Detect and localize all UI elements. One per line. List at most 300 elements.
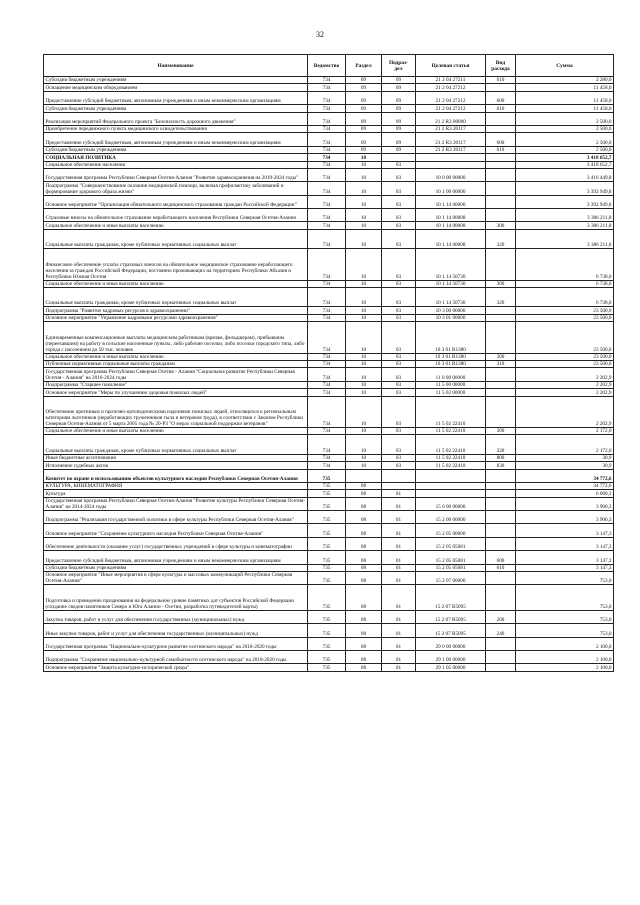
cell-article: 21 2 R3 20117	[416, 125, 486, 132]
cell-section: 08	[346, 610, 382, 623]
cell-exp-type	[486, 154, 516, 161]
cell-subsection: 03	[382, 288, 416, 307]
cell-dept: 735	[308, 524, 346, 537]
table-row	[44, 360, 614, 367]
cell-name: Основное мероприятие "Иные мероприятия в сфере культуры и массовых коммуникаций Республики Северная Осетия-Алания"	[44, 572, 308, 585]
cell-subsection	[382, 469, 416, 482]
cell-subsection: 03	[382, 381, 416, 388]
cell-sum: 6 738,0	[516, 280, 614, 287]
cell-dept: 734	[308, 105, 346, 112]
cell-subsection: 01	[382, 564, 416, 571]
cell-subsection: 03	[382, 280, 416, 287]
cell-sum: 2 202,9	[516, 396, 614, 427]
cell-sum: 3 386 211,8	[516, 229, 614, 248]
cell-sum: 2 202,9	[516, 368, 614, 381]
cell-section: 10	[346, 435, 382, 454]
header-exp-type: Вид расхода	[486, 55, 516, 77]
cell-article: 10 3 01 R1380	[416, 360, 486, 367]
cell-sum: 3 392 949,8	[516, 195, 614, 208]
cell-article: 29 0 00 00000	[416, 637, 486, 650]
cell-sum: 6 738,0	[516, 249, 614, 280]
cell-subsection: 01	[382, 637, 416, 650]
cell-dept: 735	[308, 537, 346, 550]
cell-subsection: 01	[382, 585, 416, 610]
cell-section: 08	[346, 572, 382, 585]
cell-section: 09	[346, 91, 382, 104]
cell-article: 11 5 02 00000	[416, 389, 486, 396]
cell-exp-type	[486, 368, 516, 381]
cell-article: 21 2 R3 00000	[416, 112, 486, 125]
cell-subsection: 01	[382, 490, 416, 497]
table-row	[44, 497, 614, 510]
cell-dept: 734	[308, 91, 346, 104]
cell-section: 10	[346, 249, 382, 280]
cell-name: Основное мероприятие "Защита культурно-исторической среды"	[44, 664, 308, 671]
cell-dept: 734	[308, 77, 346, 84]
cell-dept: 735	[308, 564, 346, 571]
budget-table	[43, 54, 614, 672]
table-row	[44, 381, 614, 388]
table-row	[44, 435, 614, 454]
cell-dept: 734	[308, 435, 346, 454]
cell-exp-type: 600	[486, 551, 516, 564]
cell-exp-type	[486, 469, 516, 482]
cell-section: 08	[346, 497, 382, 510]
cell-name: Социальные выплаты гражданам, кроме публичных нормативных социальных выплат	[44, 435, 308, 454]
cell-sum: 2 500,0	[516, 133, 614, 146]
cell-name: Подпрограмма "Совершенствование оказания медицинской помощи, включая профилактику заболеваний и формирование здорового образа жизни"	[44, 182, 308, 195]
cell-section: 08	[346, 624, 382, 637]
cell-section: 09	[346, 146, 382, 153]
cell-subsection: 03	[382, 462, 416, 469]
cell-exp-type	[486, 650, 516, 663]
cell-sum: 2 100,0	[516, 650, 614, 663]
cell-exp-type	[486, 307, 516, 314]
cell-exp-type: 830	[486, 462, 516, 469]
table-row	[44, 168, 614, 181]
cell-article: 10 1 14 00008	[416, 209, 486, 222]
cell-name: Социальное обеспечение и иные выплаты населению	[44, 353, 308, 360]
cell-name: Социальное обеспечение населения	[44, 161, 308, 168]
cell-subsection: 03	[382, 307, 416, 314]
cell-article: 21 2 04 27212	[416, 91, 486, 104]
cell-exp-type	[486, 161, 516, 168]
cell-dept: 735	[308, 664, 346, 671]
cell-sum: 11 458,0	[516, 105, 614, 112]
cell-article: 11 5 02 22410	[416, 454, 486, 461]
cell-section: 10	[346, 454, 382, 461]
cell-subsection: 03	[382, 322, 416, 353]
cell-section	[346, 469, 382, 482]
cell-section: 10	[346, 381, 382, 388]
cell-exp-type	[486, 585, 516, 610]
cell-sum: 6 738,0	[516, 288, 614, 307]
cell-name: Основное мероприятие "Управление кадровыми ресурсами здравоохранения"	[44, 314, 308, 321]
table-row	[44, 146, 614, 153]
cell-sum: 23 500,0	[516, 322, 614, 353]
cell-sum: 30,9	[516, 462, 614, 469]
table-row	[44, 650, 614, 663]
table-row	[44, 482, 614, 489]
cell-section: 08	[346, 637, 382, 650]
cell-exp-type: 300	[486, 353, 516, 360]
cell-name: СОЦИАЛЬНАЯ ПОЛИТИКА	[44, 154, 308, 161]
cell-dept: 734	[308, 146, 346, 153]
table-row	[44, 133, 614, 146]
table-row	[44, 161, 614, 168]
cell-section: 10	[346, 222, 382, 229]
cell-name: Социальное обеспечение и иные выплаты населению	[44, 427, 308, 434]
cell-article: 10 1 14 50730	[416, 288, 486, 307]
table-row	[44, 77, 614, 84]
cell-article: 29 1 00 00000	[416, 650, 486, 663]
cell-dept: 734	[308, 229, 346, 248]
cell-exp-type	[486, 511, 516, 524]
cell-article: 15 2 05 05081	[416, 564, 486, 571]
header-article: Целевая статья	[416, 55, 486, 77]
cell-article: 15 2 00 00000	[416, 511, 486, 524]
cell-name: Субсидии бюджетным учреждениям	[44, 146, 308, 153]
cell-name: Подпрограмма "Старшее поколение"	[44, 381, 308, 388]
header-dept: Ведомство	[308, 55, 346, 77]
table-row	[44, 229, 614, 248]
cell-exp-type	[486, 322, 516, 353]
cell-dept: 735	[308, 637, 346, 650]
cell-dept: 734	[308, 133, 346, 146]
cell-exp-type	[486, 182, 516, 195]
cell-dept: 735	[308, 482, 346, 489]
cell-dept: 734	[308, 112, 346, 125]
cell-name: Социальное обеспечение и иные выплаты населению	[44, 280, 308, 287]
cell-sum: 3 386 211,8	[516, 222, 614, 229]
cell-exp-type: 600	[486, 133, 516, 146]
cell-subsection: 09	[382, 77, 416, 84]
cell-exp-type: 610	[486, 146, 516, 153]
cell-article: 10 1 14 00008	[416, 222, 486, 229]
cell-name: Публичные нормативные социальные выплаты гражданам	[44, 360, 308, 367]
cell-exp-type	[486, 637, 516, 650]
table-row	[44, 249, 614, 280]
cell-dept: 735	[308, 551, 346, 564]
cell-article: 11 5 02 22410	[416, 435, 486, 454]
cell-section: 08	[346, 650, 382, 663]
cell-exp-type: 300	[486, 280, 516, 287]
cell-exp-type: 300	[486, 222, 516, 229]
table-row	[44, 469, 614, 482]
cell-article	[416, 490, 486, 497]
cell-name: Подпрограмма "Сохранение национально-культурной самобытности осетинского народа" на 2018-2020 годы	[44, 650, 308, 663]
cell-exp-type	[486, 209, 516, 222]
table-row	[44, 288, 614, 307]
cell-name: Обеспечение протезным и протезно-ортопедическими изделиями пожилых людей, относящихся к региональным категориям льготников (неработающих труженников тыла и ветеранов труда), в соответствии с Законом Республики Северная Осетия-Алания от 5 марта 2005 года № 20-РЗ "О мерах социальной поддержки ветеранов"	[44, 396, 308, 427]
table-row	[44, 462, 614, 469]
cell-name: Обеспечение деятельности (оказание услуг) государственных учреждений в сфере культуры и кинематографии	[44, 537, 308, 550]
cell-article: 10 1 14 00008	[416, 229, 486, 248]
cell-section: 10	[346, 353, 382, 360]
table-row	[44, 322, 614, 353]
cell-dept: 734	[308, 396, 346, 427]
cell-section: 10	[346, 462, 382, 469]
cell-subsection: 09	[382, 125, 416, 132]
cell-section: 08	[346, 511, 382, 524]
cell-name: Приобретение передвижного пункта медицинского освидетельствования	[44, 125, 308, 132]
cell-subsection: 09	[382, 105, 416, 112]
cell-name: Закупка товаров, работ и услуг для обеспечения государственных (муниципальных) нужд	[44, 610, 308, 623]
cell-sum: 3 147,3	[516, 524, 614, 537]
table-row	[44, 564, 614, 571]
cell-subsection: 03	[382, 368, 416, 381]
table-row	[44, 396, 614, 427]
cell-subsection: 03	[382, 353, 416, 360]
cell-dept: 734	[308, 307, 346, 314]
cell-article: 21 2 R3 20117	[416, 146, 486, 153]
cell-article: 11 5 02 22410	[416, 462, 486, 469]
cell-name: Государственная программа Республики Северная Осетия - Алания "Социальное развитие Республики Северная Осетия - Алания" на 2016-2024 годы	[44, 368, 308, 381]
cell-subsection: 09	[382, 112, 416, 125]
cell-exp-type	[486, 497, 516, 510]
cell-article: 10 3 00 00000	[416, 307, 486, 314]
cell-section: 10	[346, 168, 382, 181]
cell-section: 09	[346, 125, 382, 132]
table-row	[44, 624, 614, 637]
cell-subsection: 03	[382, 454, 416, 461]
cell-article: 11 5 02 22410	[416, 396, 486, 427]
cell-sum: 23 500,0	[516, 353, 614, 360]
cell-name: Государственная программа Республики Северная Осетия-Алания "Развитие культуры Республики Северная Осетия-Алания" на 2014-2024 годы	[44, 497, 308, 510]
cell-section: 10	[346, 154, 382, 161]
cell-exp-type	[486, 125, 516, 132]
cell-name: Субсидии бюджетным учреждениям	[44, 77, 308, 84]
cell-article: 10 1 00 00000	[416, 182, 486, 195]
cell-sum: 2 280,0	[516, 77, 614, 84]
cell-name: Государственная программа "Национально-культурное развитие осетинского народа" на 2018-2020 годы	[44, 637, 308, 650]
cell-sum: 753,0	[516, 624, 614, 637]
cell-sum: 30,9	[516, 454, 614, 461]
cell-section: 10	[346, 229, 382, 248]
cell-dept: 734	[308, 182, 346, 195]
cell-sum: 34 772,6	[516, 482, 614, 489]
table-row	[44, 368, 614, 381]
cell-exp-type	[486, 572, 516, 585]
cell-section: 10	[346, 161, 382, 168]
cell-exp-type: 240	[486, 624, 516, 637]
table-row	[44, 537, 614, 550]
cell-name: Реализация мероприятий Федерального проекта "Безопасность дорожного движения"	[44, 112, 308, 125]
cell-sum: 23 500,0	[516, 307, 614, 314]
cell-article: 11 5 00 00000	[416, 381, 486, 388]
table-row	[44, 585, 614, 610]
cell-exp-type	[486, 168, 516, 181]
cell-article: 15 2 07 R5095	[416, 624, 486, 637]
cell-subsection: 01	[382, 624, 416, 637]
cell-article: 15 2 07 R5095	[416, 610, 486, 623]
cell-article	[416, 154, 486, 161]
cell-section: 08	[346, 551, 382, 564]
cell-exp-type	[486, 381, 516, 388]
table-row	[44, 454, 614, 461]
cell-sum: 2 172,0	[516, 435, 614, 454]
cell-dept: 734	[308, 168, 346, 181]
cell-dept: 734	[308, 161, 346, 168]
cell-name: Исполнение судебных актов	[44, 462, 308, 469]
cell-article: 15 2 07 R5095	[416, 585, 486, 610]
cell-subsection: 01	[382, 664, 416, 671]
table-row	[44, 182, 614, 195]
cell-dept: 734	[308, 280, 346, 287]
table-row	[44, 84, 614, 91]
cell-exp-type: 610	[486, 105, 516, 112]
table-row	[44, 154, 614, 161]
cell-section: 10	[346, 389, 382, 396]
cell-name: Социальное обеспечение и иные выплаты населению	[44, 222, 308, 229]
cell-dept: 734	[308, 249, 346, 280]
cell-exp-type: 610	[486, 564, 516, 571]
cell-sum: 11 458,0	[516, 91, 614, 104]
cell-section: 10	[346, 307, 382, 314]
cell-dept: 734	[308, 381, 346, 388]
cell-name: Субсидии бюджетным учреждениям	[44, 564, 308, 571]
cell-article: 15 0 00 00000	[416, 497, 486, 510]
cell-subsection: 01	[382, 524, 416, 537]
cell-dept: 734	[308, 125, 346, 132]
cell-section: 10	[346, 280, 382, 287]
cell-subsection: 09	[382, 146, 416, 153]
cell-dept: 734	[308, 427, 346, 434]
cell-name: Оснащение медицинским оборудованием	[44, 84, 308, 91]
cell-subsection: 03	[382, 161, 416, 168]
page-number: 32	[316, 30, 324, 39]
cell-exp-type	[486, 389, 516, 396]
cell-exp-type: 320	[486, 435, 516, 454]
cell-subsection: 09	[382, 84, 416, 91]
cell-sum: 2 500,0	[516, 146, 614, 153]
cell-name: Комитет по охране и использованию объектов культурного наследия Республики Северная Осетия-Алания	[44, 469, 308, 482]
cell-dept: 735	[308, 572, 346, 585]
cell-subsection: 03	[382, 314, 416, 321]
cell-exp-type	[486, 490, 516, 497]
cell-sum: 23 500,0	[516, 360, 614, 367]
cell-article: 10 0 00 00000	[416, 168, 486, 181]
cell-name: Подготовка и проведение празднования на федеральном уровне памятных дат субъектов Российской Федерации (создание сводов памятников Северо и Юга Алании - Осетии, разработка путеводителей карты)	[44, 585, 308, 610]
cell-exp-type	[486, 396, 516, 427]
cell-exp-type: 320	[486, 288, 516, 307]
cell-section: 08	[346, 564, 382, 571]
cell-exp-type: 800	[486, 454, 516, 461]
cell-name: Социальные выплаты гражданам, кроме публичных нормативных социальных выплат	[44, 229, 308, 248]
cell-exp-type: 300	[486, 427, 516, 434]
cell-subsection: 03	[382, 396, 416, 427]
header-sum: Сумма	[516, 55, 614, 77]
cell-name: КУЛЬТУРА, КИНЕМАТОГРАФИЯ	[44, 482, 308, 489]
cell-name: Финансовое обеспечение уплаты страховых взносов на обязательное медицинское страхование неработающего населения за граждан Российской Федерации, постоянно проживающих на территориях Республики Абхазия и Республики Южная Осетия	[44, 249, 308, 280]
cell-article: 10 3 01 R1380	[416, 322, 486, 353]
cell-sum: 6 000,3	[516, 490, 614, 497]
cell-subsection	[382, 482, 416, 489]
header-name: Наименование	[44, 55, 308, 77]
cell-sum: 3 900,3	[516, 497, 614, 510]
table-row	[44, 222, 614, 229]
cell-exp-type	[486, 482, 516, 489]
cell-section: 10	[346, 314, 382, 321]
cell-subsection: 01	[382, 572, 416, 585]
cell-dept: 735	[308, 490, 346, 497]
cell-article: 11 0 00 00000	[416, 368, 486, 381]
table-row	[44, 664, 614, 671]
table-row	[44, 572, 614, 585]
cell-subsection: 03	[382, 222, 416, 229]
cell-sum: 3 147,3	[516, 537, 614, 550]
cell-dept: 735	[308, 624, 346, 637]
cell-name: Основное мероприятие "Сохранение культурного наследия Республики Северная Осетия-Алания"	[44, 524, 308, 537]
cell-section: 10	[346, 360, 382, 367]
table-row	[44, 209, 614, 222]
cell-exp-type	[486, 249, 516, 280]
table-row	[44, 125, 614, 132]
cell-dept: 735	[308, 511, 346, 524]
cell-exp-type	[486, 314, 516, 321]
cell-section: 09	[346, 105, 382, 112]
cell-sum: 11 458,0	[516, 84, 614, 91]
cell-article: 10 1 14 00000	[416, 195, 486, 208]
table-row	[44, 353, 614, 360]
cell-article	[416, 482, 486, 489]
cell-name: Иные бюджетные ассигнования	[44, 454, 308, 461]
cell-dept: 734	[308, 288, 346, 307]
table-row	[44, 511, 614, 524]
cell-name: Предоставление субсидий бюджетным, автономным учреждениям и иным некоммерческим организациям	[44, 91, 308, 104]
cell-name: Основное мероприятие "Организация обязательного медицинского страхования граждан Российской Федерации"	[44, 195, 308, 208]
cell-article: 29 1 05 00000	[416, 664, 486, 671]
table-header-row	[44, 55, 614, 77]
cell-dept: 734	[308, 322, 346, 353]
cell-subsection: 01	[382, 537, 416, 550]
table-row	[44, 524, 614, 537]
cell-dept: 734	[308, 222, 346, 229]
cell-subsection: 09	[382, 133, 416, 146]
cell-dept: 735	[308, 610, 346, 623]
table-row	[44, 490, 614, 497]
cell-exp-type: 320	[486, 229, 516, 248]
cell-subsection: 03	[382, 209, 416, 222]
cell-sum: 2 100,0	[516, 664, 614, 671]
cell-section: 08	[346, 664, 382, 671]
cell-subsection: 03	[382, 427, 416, 434]
cell-sum: 3 418 652,7	[516, 154, 614, 161]
cell-article: 15 2 05 00000	[416, 524, 486, 537]
cell-section: 10	[346, 322, 382, 353]
cell-article: 10 1 14 50730	[416, 249, 486, 280]
cell-subsection: 03	[382, 195, 416, 208]
cell-section: 09	[346, 84, 382, 91]
cell-dept: 734	[308, 360, 346, 367]
cell-name: Основное мероприятие "Меры по улучшению здоровья пожилых людей"	[44, 389, 308, 396]
cell-subsection: 01	[382, 511, 416, 524]
cell-exp-type	[486, 664, 516, 671]
cell-section: 09	[346, 112, 382, 125]
cell-dept: 734	[308, 84, 346, 91]
cell-dept: 734	[308, 209, 346, 222]
cell-name: Подпрограмма "Развитие кадровых ресурсов в здравоохранении"	[44, 307, 308, 314]
cell-sum: 3 147,3	[516, 551, 614, 564]
cell-section: 10	[346, 396, 382, 427]
cell-exp-type	[486, 195, 516, 208]
cell-subsection: 01	[382, 610, 416, 623]
cell-section: 08	[346, 537, 382, 550]
cell-subsection: 01	[382, 650, 416, 663]
cell-dept: 734	[308, 154, 346, 161]
cell-name: Предоставление субсидий бюджетным, автономным учреждениям и иным некоммерческим организациям	[44, 133, 308, 146]
table-row	[44, 280, 614, 287]
